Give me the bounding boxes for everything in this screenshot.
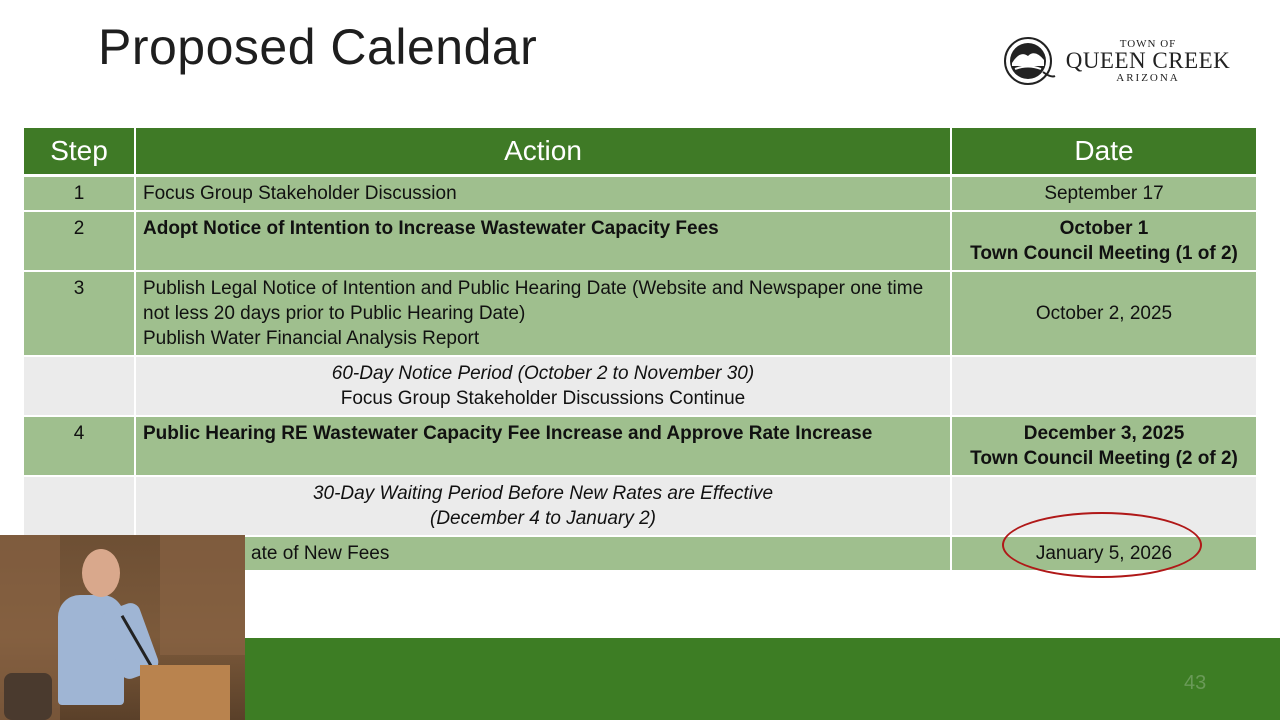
date-cell: January 5, 2026 [951,536,1256,571]
note-cell [135,356,951,416]
note-dates: (December 4 to January 2) [430,507,656,529]
logo-line-name: QUEEN CREEK [1065,48,1231,73]
action-cell [135,536,951,571]
action-cell: Adopt Notice of Intention to Increase Wastewater Capacity Fees [135,211,951,271]
town-logo [1003,36,1233,88]
header-action: Action [135,128,951,175]
date-cell-empty [951,356,1256,416]
table-row [24,271,1256,356]
table-row [24,416,1256,476]
date-cell [951,175,1256,211]
action-line: Publish Water Financial Analysis Report [143,327,480,349]
table-header-row [24,128,1256,175]
note-cell [135,476,951,536]
header-step: Step [24,128,135,175]
step-cell-empty [24,356,135,416]
table-row [24,211,1256,271]
speaker-head [82,549,120,597]
note-period: 30-Day Waiting Period Before New Rates are Effective [312,482,774,504]
highlight-circle [1002,512,1202,578]
header-date: Date [951,128,1256,175]
slide-title: Proposed Calendar [98,19,538,75]
podium [140,665,230,720]
date-subline: Town Council Meeting (2 of 2) [970,447,1238,469]
action-cell: Public Hearing RE Wastewater Capacity Fee Increase and Approve Rate Increase [135,416,951,476]
date-line: September 17 [1044,182,1164,204]
table-row-note [24,356,1256,416]
town-seal-icon [1003,36,1057,86]
date-cell [951,416,1256,476]
chair-shape [4,673,52,720]
speaker-video-inset [0,535,245,720]
date-subline: Town Council Meeting (1 of 2) [970,242,1238,264]
step-cell-empty [24,476,135,536]
step-cell: 2 [24,211,135,271]
note-detail: Focus Group Stakeholder Discussions Continue [340,387,746,409]
date-line: December 3, 2025 [1023,422,1185,444]
action-text: ate of New Fees [251,542,390,564]
date-cell: October 2, 2025 [951,271,1256,356]
step-cell: 4 [24,416,135,476]
logo-wordmark [1063,38,1233,84]
date-line: October 1 [1059,217,1149,239]
logo-line-town-of: TOWN OF [1119,38,1177,50]
table-row [24,175,1256,211]
step-cell: 3 [24,271,135,356]
logo-line-state: ARIZONA [1116,72,1180,84]
action-line: Publish Legal Notice of Intention and Public Hearing Date (Website and Newspaper one time not less 20 days prior to Public Hearing Date) [143,277,924,324]
note-period: 60-Day Notice Period (October 2 to November 30) [331,362,755,384]
calendar-table [24,128,1256,572]
date-cell [951,211,1256,271]
action-cell [135,271,951,356]
step-cell: 1 [24,175,135,211]
page-number: 43 [1184,672,1207,694]
action-cell: Focus Group Stakeholder Discussion [135,175,951,211]
